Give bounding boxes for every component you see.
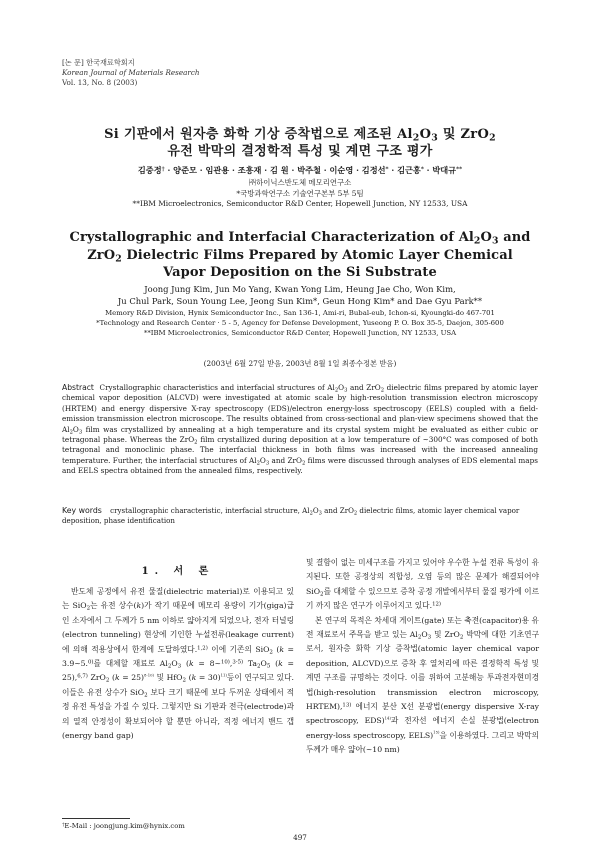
english-authors-line-1: Joong Jung Kim, Jun Mo Yang, Kwan Yong Lim, Heung Jae Cho, Won Kim, xyxy=(144,284,456,294)
english-title xyxy=(40,229,560,282)
korean-affiliations xyxy=(40,178,560,210)
section-title-introduction: 1. 서 론 xyxy=(141,566,215,577)
journal-volume: Vol. 13, No. 8 (2003) xyxy=(62,78,138,87)
keywords-label: Key words xyxy=(62,506,102,515)
english-title-line-2: ZrO$_2$ Dielectric Films Prepared by Atomic Layer Chemical xyxy=(87,247,513,264)
received-date: (2003년 6월 27일 받음, 2003년 8월 1일 최종수정본 받음) xyxy=(203,359,397,368)
english-affiliations xyxy=(40,308,560,338)
english-affiliation-1: Memory R&D Division, Hynix Semiconductor Inc., San 136-1, Ami-ri, Bubal-eub, Ichon-si, Kyoungki-do 467-701 xyxy=(105,309,495,317)
journal-line-korean: [논 문] 한국재료학회지 xyxy=(62,58,135,67)
english-title-line-3: Vapor Deposition on the Si Substrate xyxy=(163,265,437,280)
korean-authors: 김중정† · 양준모 · 임관용 · 조흥재 · 김 원 · 박주철 · 이순영 · 김정선* · 김근홍* · 박대규** xyxy=(137,165,463,175)
keywords-text: crystallographic characteristic, interfacial structure, $Al_2O_3$ and ZrO$_2$ dielectric films, atomic layer chemical vapor deposition, phase identification xyxy=(62,506,520,526)
left-paragraph-1: 반도체 공정에서 유전 물질(dielectric material)로 이용되고 있는 SiO$_2$는 유전 상수(k)가 작기 때문에 메모리 용량이 기가(giga)급인 소자에서 그 두께가 5 nm 이하로 얇아지게 되었으나, 전자 터널링(electron tunneling) 현상에 기인한 누설전류(leakage current)에 의해 적용상에서 한계에 도달하였다.$^{1,2)}$ 이에 기존의 SiO$_2$ (k = 3.9~5.$^{0)}$를 대체할 재료로 $Al_2O_3$ (k = 8~$^{10)}$,$^{3-5)}$ $Ta_2O_5$ (k = 25),$^{6,7)}$ ZrO$_2$ (k = 25)$^{^{8-10)}}$ 및 HfO$_2$ (k = 30)$^{^{11)}}$등이 연구되고 있다. 이들은 유전 상수가 SiO$_2$ 보다 크기 때문에 보다 두꺼운 상태에서 적정 유전 특성을 가질 수 있다. 그렇지만 Si 기판과 전극(electrode)과의 열적 안정성이 확보되어야 할 뿐만 아니라, 적정 에너지 밴드 갭(energy band gap) xyxy=(62,587,294,741)
abstract-label: Abstract xyxy=(62,383,94,392)
korean-affiliation-2: *국방과학연구소 기술연구본부 5부 5팀 xyxy=(236,188,364,198)
english-affiliation-3: **IBM Microelectronics, Semiconductor R&D Center, Hopewell Junction, NY 12533, USA xyxy=(143,329,457,337)
korean-title-line-2: 유전 박막의 결정학적 특성 및 계면 구조 평가 xyxy=(167,144,433,159)
korean-title xyxy=(40,126,560,160)
right-paragraph-1: 및 결함이 없는 미세구조를 가지고 있어야 우수한 누설 전류 특성이 유지된다. 또한 공정상의 적합성, 오염 등의 많은 문제가 해결되어야 SiO$_2$를 대체할 수 있으므로 증착 공정 개발에서부터 물질 평가에 이르기 까지 많은 연구가 이루어지고 있다.$^{12)}$ xyxy=(306,558,539,611)
english-title-line-1: Crystallographic and Interfacial Characterization of $Al_2O_3$ and xyxy=(69,230,531,247)
page-number: 497 xyxy=(293,833,307,842)
abstract xyxy=(62,383,538,477)
right-paragraph-2: 본 연구의 목적은 차세대 게이트(gate) 또는 축전(capacitor)용 유전 재료로서 주목을 받고 있는 $Al_2O_3$ 및 ZrO$_2$ 박막에 대한 기초연구로서, 원자층 화학 기상 증착법(atomic layer chemical vapor deposition, ALCVD)으로 증착 후 열처리에 따른 결정학적 특성 및 계면 구조를 규명하는 것이다. 이를 위하여 고분해능 투과전자현미경법(high-resolution transmission electron microscopy, HRTEM),$^{13)}$ 에너지 분산 X선 분광법(energy dispersive X-ray spectroscopy, EDS)$^{^{14)}}$과 전자선 에너지 손실 분광법(electron energy-loss spectroscopy, EELS)$^{^{15)}}$을 이용하였다. 그리고 박막의 두께가 매우 얇아(~10 nm) xyxy=(306,615,539,755)
korean-title-line-1: Si 기판에서 원자층 화학 기상 증착법으로 제조된 $Al_2O_3$ 및 ZrO$_2$ xyxy=(104,127,496,144)
korean-affiliation-3: **IBM Microelectronics, Semiconductor R&D Center, Hopewell Junction, NY 12533, USA xyxy=(132,199,468,208)
abstract-text: Crystallographic characteristics and interfacial structures of $Al_2O_3$ and ZrO$_2$ dielectric films prepared by atomic layer chemical vapor deposition (ALCVD) were investigated at atomic scale by high-resolution transmission electron microscopy (HRTEM) and energy dispersive X-ray spectroscopy (EDS)/electron energy-loss spectroscopy (EELS) coupled with a field-emission transmission electron microscope. The results obtained from cross-sectional and plan-view specimens showed that the $Al_2O_3$ film was crystallized by annealing at a high temperature and its crystal system might be evaluated as either cubic or tetragonal phase. Whereas the ZrO$_2$ film crystallized during deposition at a low temperature of ~300°C was composed of both tetragonal and monoclinic phase. The interfacial thickness in both films was increased with the increased annealing temperature. Further, the interfacial structures of $Al_2O_3$ and ZrO$_2$ films were discussed through analyses of EDS elemental maps and EELS spectra obtained from the annealed films, respectively. xyxy=(62,383,538,476)
english-authors xyxy=(40,284,560,307)
journal-line-english: Korean Journal of Materials Research xyxy=(62,68,200,77)
footnote-email: †E-Mail : joongjung.kim@hynix.com xyxy=(62,822,185,830)
korean-affiliation-1: ㈜하이닉스반도체 메모리연구소 xyxy=(248,178,352,187)
right-column xyxy=(306,556,539,758)
english-affiliation-2: *Technology and Research Center · 5 - 5, Agency for Defense Development, Yuseong P. O. Box 35-5, Daejon, 305-600 xyxy=(96,319,504,327)
keywords xyxy=(62,506,538,527)
left-column xyxy=(62,585,294,743)
english-authors-line-2: Ju Chul Park, Soun Young Lee, Jeong Sun Kim*, Geun Hong Kim* and Dae Gyu Park** xyxy=(117,295,483,306)
footnote-divider xyxy=(62,818,130,819)
journal-header xyxy=(62,58,200,88)
